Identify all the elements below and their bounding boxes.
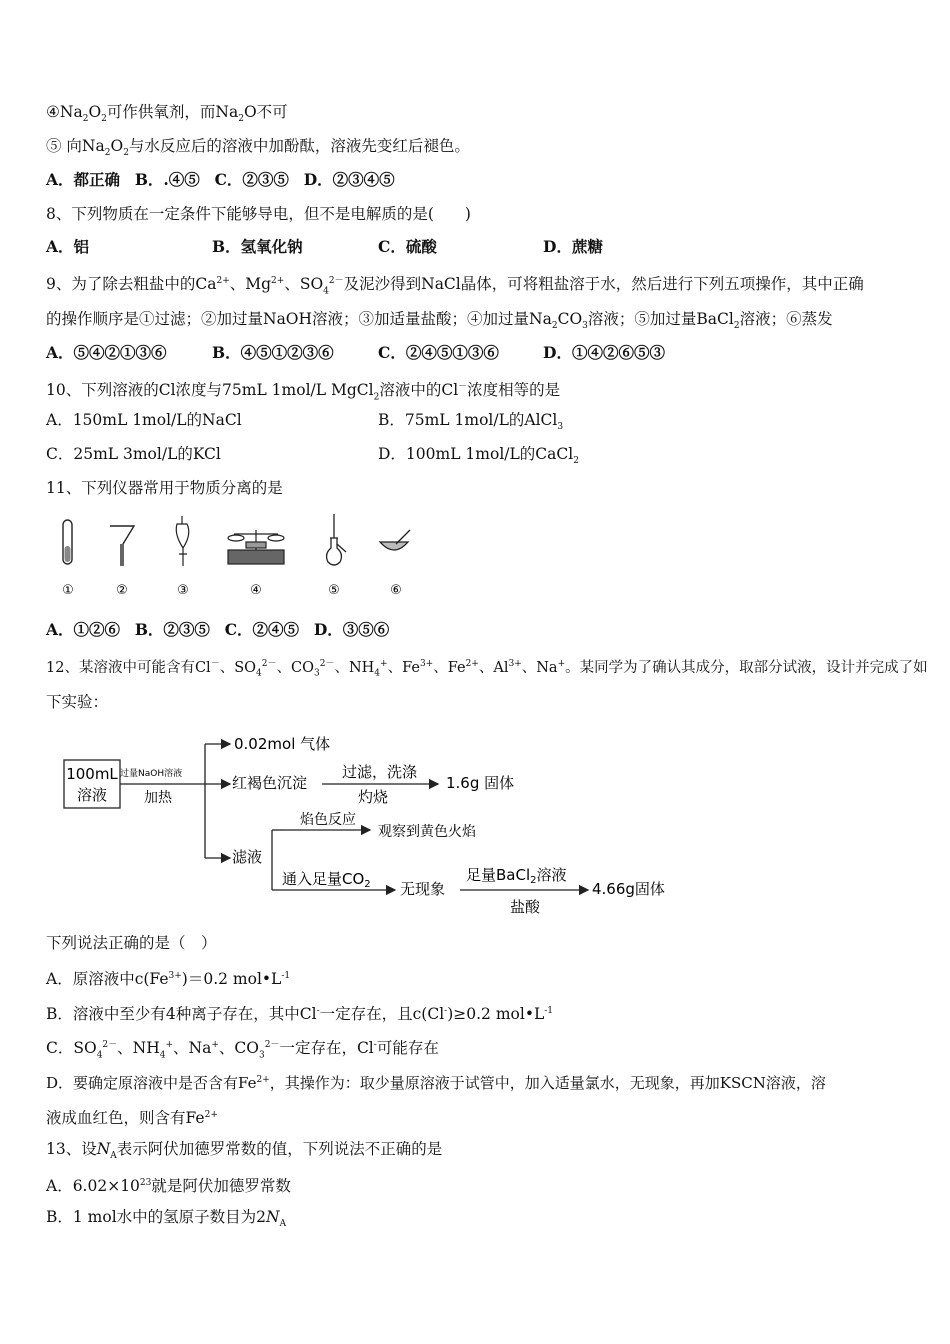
solid-1-label: 1.6g 固体: [446, 774, 515, 792]
statement-5: ⑤ 向$Na_2O_2$与水反应后的溶液中加酚酞，溶液先变红后褪色。: [46, 137, 470, 159]
test-tube-icon: [63, 520, 72, 564]
q8-option-d: D．蔗糖: [543, 237, 603, 256]
q9-option-b: B．④⑤①②③⑥: [212, 343, 334, 362]
q11-stem: 11、下列仪器常用于物质分离的是: [46, 479, 283, 497]
q13-option-a: A．$6.02\times 10^{23}$就是阿伏加德罗常数: [46, 1177, 291, 1196]
q10-option-d: D．100mL 1mol/L的CaCl$_2$: [378, 445, 579, 467]
q7-option-a: A．都正确: [46, 170, 121, 189]
q11-option-a: A．①②⑥: [46, 620, 121, 639]
reagent-heat: 加热: [144, 790, 172, 806]
q11-option-d: D．③⑤⑥: [313, 620, 390, 639]
q8-option-b: B．氢氧化钠: [212, 237, 303, 256]
q10-option-b: B．75mL 1mol/L的AlCl$_3$: [378, 411, 564, 433]
q12-option-d: D．要确定原溶液中是否含有$Fe^{2+}$，其操作为：取少量原溶液于试管中，加入适量氯水，无现象，再加KSCN溶液，溶: [46, 1074, 826, 1092]
q9-option-c: C．②④⑤①③⑥: [378, 343, 499, 362]
apparatus-label-5: ⑤: [328, 583, 340, 598]
apparatus-figure: [46, 512, 426, 602]
apparatus-label-3: ③: [177, 583, 189, 598]
q9-stem-line2: 的操作顺序是①过滤；②加过量NaOH溶液；③加适量盐酸；④加过量$Na_2CO_3$溶液；⑤加过量BaCl$_2$溶液；⑥蒸发: [46, 310, 833, 332]
ignite-label: 灼烧: [358, 788, 389, 806]
q9-option-a: A．⑤④②①③⑥: [46, 343, 167, 362]
q7-option-c: C．②③⑤: [214, 170, 289, 189]
bacl2-label: 足量BaCl$_2$溶液: [466, 866, 567, 886]
q12-option-d-cont: 液成血红色，则含有$Fe^{2+}$: [46, 1109, 218, 1128]
statement-4: $④Na_2O_2$可作供氧剂，而$Na_2O$不可: [46, 103, 288, 125]
experiment-flowchart: [60, 730, 700, 920]
q10-option-a: A．150mL 1mol/L的NaCl: [46, 411, 242, 429]
q12-stem-line2: 下实验：: [46, 693, 109, 711]
q11-option-c: C．②④⑤: [224, 620, 300, 639]
no-change-label: 无现象: [400, 880, 446, 898]
apparatus-label-6: ⑥: [390, 583, 402, 598]
q12-question: 下列说法正确的是（ ）: [46, 934, 217, 952]
q13-option-b: B．1 mol水中的氢原子数目为$2N_A$: [46, 1208, 287, 1230]
q10-option-c: C．25mL 3mol/L的KCl: [46, 445, 221, 463]
q7-option-b: B．.④⑤: [134, 170, 200, 189]
q8-option-c: C．硫酸: [378, 237, 437, 256]
q7-option-d: D．②③④⑤: [303, 170, 395, 189]
q11-options: [46, 620, 389, 640]
acid-label: 盐酸: [510, 898, 541, 916]
q8-option-a: A．铝: [46, 237, 90, 256]
apparatus-label-1: ①: [62, 583, 74, 598]
q12-option-c: C．$SO_4^{2-}$、$NH_4^+$、Na+、$CO_3^{2-}$一定存在，Cl-可能存在: [46, 1039, 439, 1061]
q8-stem: 8、下列物质在一定条件下能够导电，但不是电解质的是( ): [46, 205, 471, 223]
funnel-icon: [110, 526, 134, 566]
q12-option-a: A．原溶液中$c(Fe^{3+})=0.2$ $mol•L^{-1}$: [46, 970, 291, 989]
apparatus-label-2: ②: [116, 583, 128, 598]
q9-option-d: D．①④②⑥⑤③: [543, 343, 665, 362]
separatory-funnel-icon: [176, 516, 189, 566]
q13-stem: 13、设$N_A$表示阿伏加德罗常数的值，下列说法不正确的是: [46, 1140, 443, 1162]
mortar-pestle-icon: [380, 530, 410, 550]
solid-2-label: 4.66g固体: [592, 880, 665, 898]
q7-options: [46, 170, 395, 190]
q9-stem-line1: 9、为了除去粗盐中的$Ca^{2+}$、$Mg^{2+}$、$SO_4^{2-}$及泥沙得到NaCl晶体，可将粗盐溶于水，然后进行下列五项操作，其中正确: [46, 275, 864, 297]
box-line2: 溶液: [76, 786, 108, 804]
precipitate-label: 红褐色沉淀: [232, 774, 308, 792]
q12-option-b: B．溶液中至少有4种离子存在，其中Cl-一定存在，且c(Cl-)≥0.2 $mol•L^{-1}$: [46, 1005, 554, 1024]
co2-label: 通入足量$CO_2$: [282, 870, 371, 890]
filtrate-label: 滤液: [232, 848, 263, 866]
gas-label: 0.02mol 气体: [234, 735, 331, 753]
flame-test-label: 焰色反应: [300, 812, 356, 828]
reagent-naoh: 过量NaOH溶液: [120, 769, 183, 779]
distillation-flask-icon: [327, 514, 346, 565]
balance-icon: [228, 530, 284, 564]
q11-option-b: B．②③⑤: [134, 620, 210, 639]
filter-wash-label: 过滤，洗涤: [342, 763, 418, 781]
flame-result-label: 观察到黄色火焰: [378, 824, 476, 840]
box-line1: 100mL: [66, 765, 118, 783]
q12-stem-line1: 12、某溶液中可能含有Cl－、$SO_4^{2-}$、$CO_3^{2-}$、$NH_4^+$、$Fe^{3+}$、$Fe^{2+}$、$Al^{3+}$、Na+。某同学为了确认其成分，取部分试液，设计并完成了如: [46, 659, 928, 679]
q10-stem: 10、下列溶液的Cl浓度与75mL 1mol/L MgCl$_2$溶液中的Cl－浓度相等的是: [46, 381, 561, 403]
apparatus-label-4: ④: [250, 583, 262, 598]
